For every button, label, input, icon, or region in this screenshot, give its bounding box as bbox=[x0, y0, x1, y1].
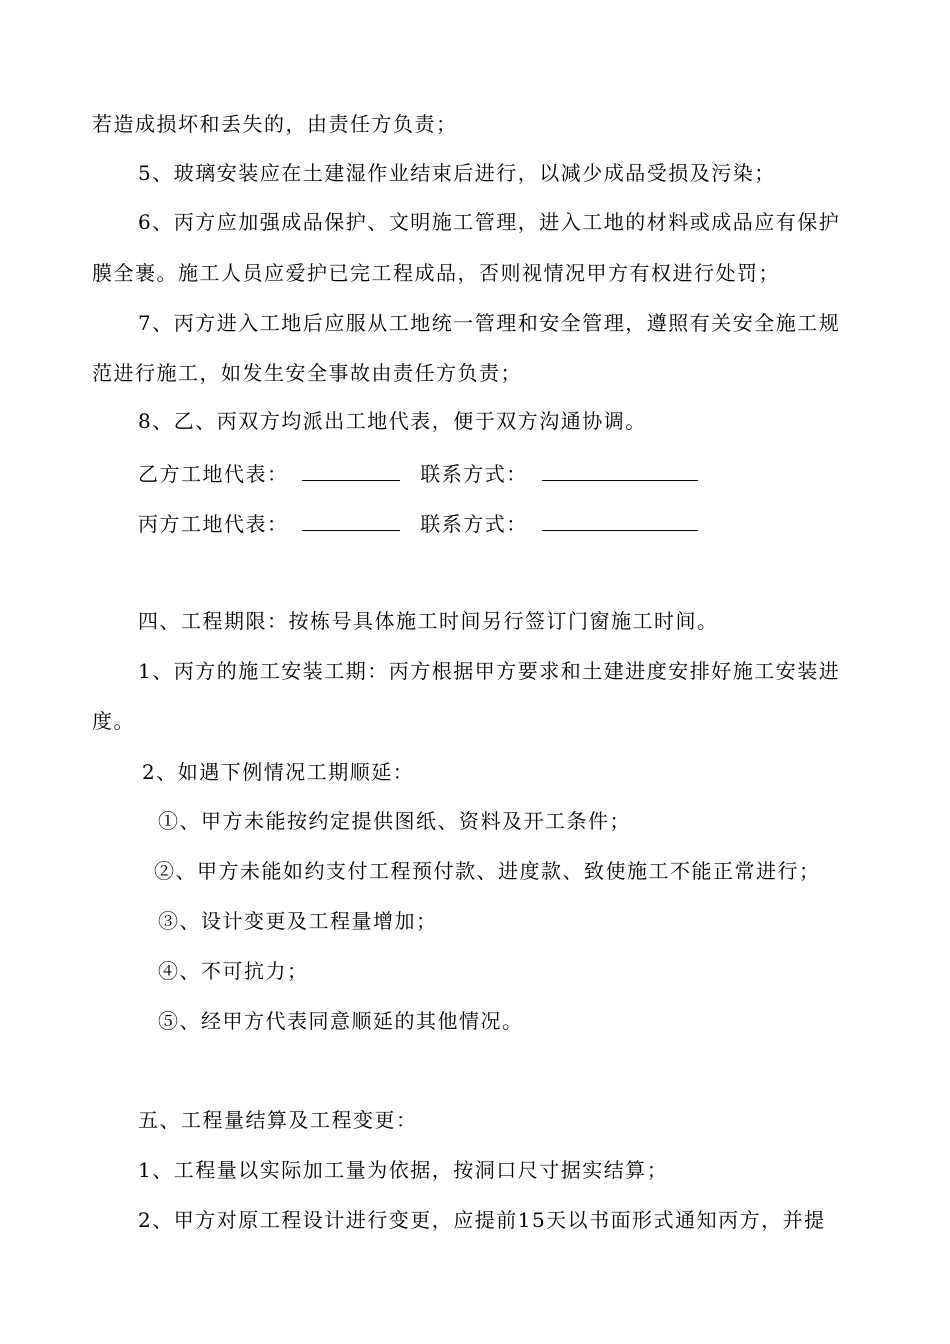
list-item: ④、不可抗力； bbox=[158, 959, 309, 983]
representative-row-b bbox=[138, 462, 698, 484]
representative-label: 丙方工地代表： bbox=[138, 512, 289, 536]
section-heading: 五、工程量结算及工程变更： bbox=[138, 1108, 418, 1132]
contact-label: 联系方式： bbox=[420, 462, 528, 486]
paragraph-line: 若造成损坏和丢失的，由责任方负责； bbox=[92, 112, 458, 136]
paragraph-line: 2、如遇下例情况工期顺延： bbox=[142, 760, 415, 784]
representative-row-c bbox=[138, 512, 698, 534]
list-item: ①、甲方未能按约定提供图纸、资料及开工条件； bbox=[158, 809, 631, 833]
list-item: ⑤、经甲方代表同意顺延的其他情况。 bbox=[158, 1009, 524, 1033]
paragraph-line: 1、丙方的施工安装工期：丙方根据甲方要求和土建进度安排好施工安装进 bbox=[138, 659, 841, 683]
paragraph-line: 5、玻璃安装应在土建湿作业结束后进行，以减少成品受损及污染； bbox=[138, 161, 776, 185]
paragraph-line: 2、甲方对原工程设计进行变更，应提前15天以书面形式通知丙方，并提 bbox=[138, 1208, 826, 1232]
paragraph-line: 1、工程量以实际加工量为依据，按洞口尺寸据实结算； bbox=[138, 1158, 669, 1182]
contact-blank[interactable] bbox=[542, 512, 698, 531]
representative-label: 乙方工地代表： bbox=[138, 462, 289, 486]
list-item: ②、甲方未能如约支付工程预付款、进度款、致使施工不能正常进行； bbox=[154, 859, 821, 883]
paragraph-line: 膜全裹。施工人员应爱护已完工程成品，否则视情况甲方有权进行处罚； bbox=[92, 261, 780, 285]
representative-blank[interactable] bbox=[302, 462, 400, 481]
contact-blank[interactable] bbox=[542, 462, 698, 481]
contact-label: 联系方式： bbox=[420, 512, 528, 536]
paragraph-line: 7、丙方进入工地后应服从工地统一管理和安全管理，遵照有关安全施工规 bbox=[138, 311, 841, 335]
paragraph-line: 6、丙方应加强成品保护、文明施工管理，进入工地的材料或成品应有保护 bbox=[138, 210, 841, 234]
representative-blank[interactable] bbox=[302, 512, 400, 531]
section-heading: 四、工程期限：按栋号具体施工时间另行签订门窗施工时间。 bbox=[138, 609, 719, 633]
list-item: ③、设计变更及工程量增加； bbox=[158, 909, 438, 933]
paragraph-line: 度。 bbox=[92, 709, 135, 733]
paragraph-line: 8、乙、丙双方均派出工地代表，便于双方沟通协调。 bbox=[138, 409, 647, 433]
paragraph-line: 范进行施工，如发生安全事故由责任方负责； bbox=[92, 361, 522, 385]
